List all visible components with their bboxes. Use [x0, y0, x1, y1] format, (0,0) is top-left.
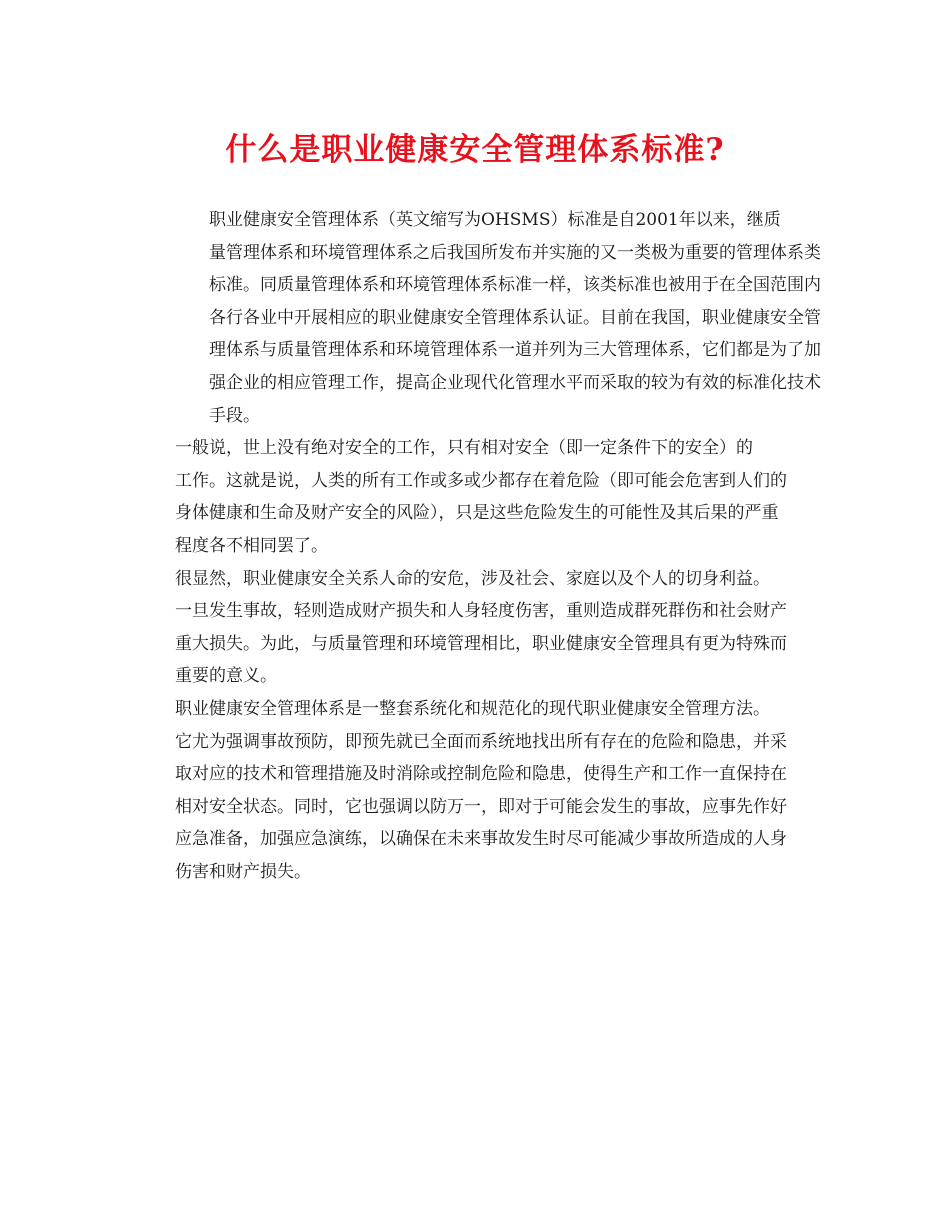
paragraph-relative-safety — [141, 432, 816, 562]
paragraph-importance — [141, 563, 816, 693]
text-line: 程度各不相同罢了。 — [175, 535, 328, 556]
text-line: 身体健康和生命及财产安全的风险），只是这些危险发生的可能性及其后果的严重 — [175, 503, 779, 524]
text-line: 相对安全状态。同时，它也强调以防万一，即对于可能会发生的事故，应事先作好 — [175, 796, 787, 817]
paragraph-intro — [141, 204, 821, 432]
text-line: 很显然，职业健康安全关系人命的安危，涉及社会、家庭以及个人的切身利益。 — [175, 568, 770, 589]
text-line: 理体系与质量管理体系和环境管理体系一道并列为三大管理体系，它们都是为了加 — [209, 340, 821, 361]
text-line: 职业健康安全管理体系是一整套系统化和规范化的现代职业健康安全管理方法。 — [175, 698, 770, 719]
text-line: 手段。 — [209, 405, 260, 426]
text-line: 标准。同质量管理体系和环境管理体系标准一样，该类标准也被用于在全国范围内 — [209, 275, 821, 296]
paragraph-system-method — [141, 693, 816, 889]
text-line: 一旦发生事故，轻则造成财产损失和人身轻度伤害，重则造成群死群伤和社会财产 — [175, 601, 787, 622]
text-line: 应急准备，加强应急演练，以确保在未来事故发生时尽可能减少事故所造成的人身 — [175, 829, 787, 850]
document-title: 什么是职业健康安全管理体系标准? — [225, 132, 725, 168]
text-line: 各行各业中开展相应的职业健康安全管理体系认证。目前在我国，职业健康安全管 — [209, 307, 821, 328]
document-body — [141, 204, 821, 888]
text-line: 职业健康安全管理体系（英文缩写为OHSMS）标准是自2001年以来，继质 — [209, 210, 781, 230]
text-line: 重要的意义。 — [175, 666, 277, 687]
text-line: 它尤为强调事故预防，即预先就已全面而系统地找出所有存在的危险和隐患，并采 — [175, 731, 787, 752]
text-line: 伤害和财产损失。 — [175, 861, 311, 882]
text-line: 强企业的相应管理工作，提高企业现代化管理水平而采取的较为有效的标准化技术 — [209, 372, 821, 393]
text-line: 重大损失。为此，与质量管理和环境管理相比，职业健康安全管理具有更为特殊而 — [175, 633, 787, 654]
text-line: 工作。这就是说，人类的所有工作或多或少都存在着危险（即可能会危害到人们的 — [175, 470, 787, 491]
text-line: 取对应的技术和管理措施及时消除或控制危险和隐患，使得生产和工作一直保持在 — [175, 764, 787, 785]
text-line: 量管理体系和环境管理体系之后我国所发布并实施的又一类极为重要的管理体系类 — [209, 242, 821, 263]
text-line: 一般说，世上没有绝对安全的工作，只有相对安全（即一定条件下的安全）的 — [175, 438, 753, 459]
